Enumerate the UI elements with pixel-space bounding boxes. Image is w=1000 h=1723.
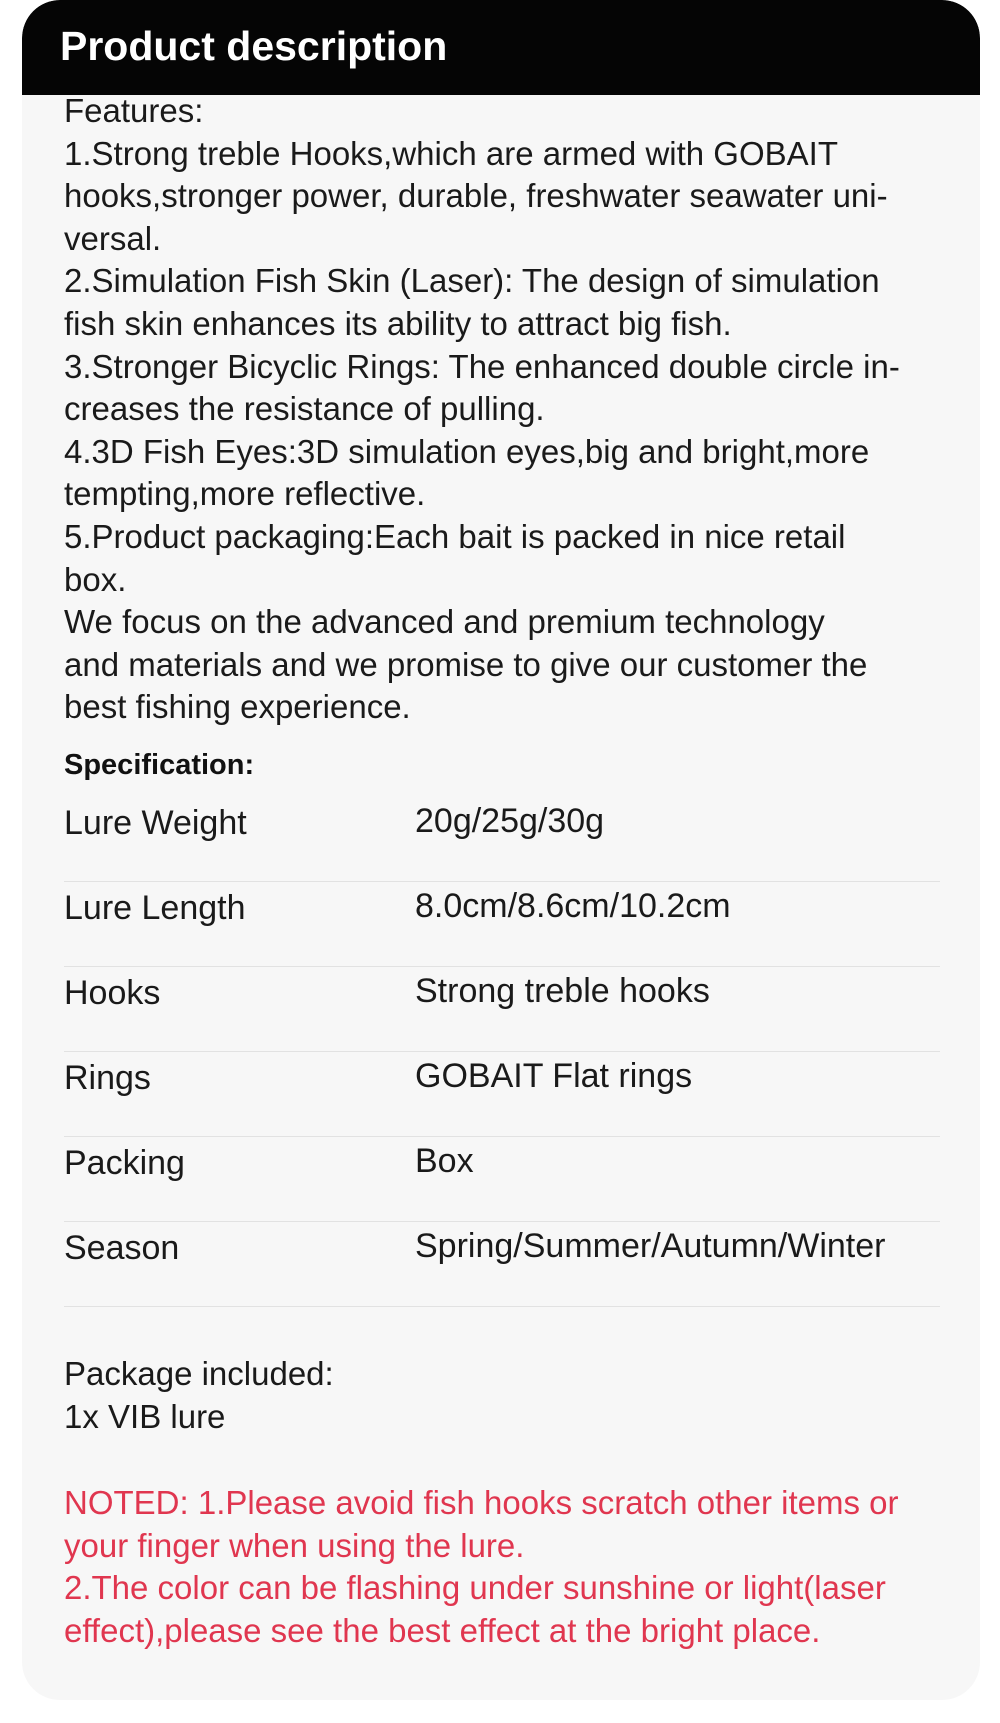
features-section xyxy=(64,90,954,729)
spec-value: 20g/25g/30g xyxy=(415,801,605,840)
noted-warning-section xyxy=(64,1482,954,1652)
spec-value: Box xyxy=(415,1141,474,1180)
features-line: We focus on the advanced and premium technology xyxy=(64,603,825,641)
spec-row-rings xyxy=(64,1052,940,1137)
features-line: versal. xyxy=(64,219,162,257)
package-included-section xyxy=(64,1353,954,1438)
spec-row-lure-length xyxy=(64,882,940,967)
spec-label: Packing xyxy=(64,1143,185,1182)
noted-line: your finger when using the lure. xyxy=(64,1526,525,1564)
features-line: tempting,more reflective. xyxy=(64,475,426,513)
features-line: 5.Product packaging:Each bait is packed in nice retail xyxy=(64,517,846,555)
features-line: 2.Simulation Fish Skin (Laser): The design of simulation xyxy=(64,262,880,300)
features-line: and materials and we promise to give our customer the xyxy=(64,645,868,683)
page-title: Product description xyxy=(60,23,448,69)
features-line: 1.Strong treble Hooks,which are armed with GOBAIT xyxy=(64,134,838,172)
features-line: 3.Stronger Bicyclic Rings: The enhanced double circle in- xyxy=(64,347,900,385)
features-line: 4.3D Fish Eyes:3D simulation eyes,big and bright,more xyxy=(64,432,870,470)
spec-value: GOBAIT Flat rings xyxy=(415,1056,693,1095)
package-line: 1x VIB lure xyxy=(64,1397,226,1435)
spec-row-season xyxy=(64,1222,940,1307)
noted-line: NOTED: 1.Please avoid fish hooks scratch other items or xyxy=(64,1484,899,1522)
specification-heading: Specification: xyxy=(64,748,255,781)
spec-value: Spring/Summer/Autumn/Winter xyxy=(415,1226,886,1265)
noted-line: effect),please see the best effect at the bright place. xyxy=(64,1611,821,1649)
card-content xyxy=(64,90,954,1652)
spec-value: Strong treble hooks xyxy=(415,971,710,1010)
noted-line: 2.The color can be flashing under sunshine or light(laser xyxy=(64,1569,886,1607)
features-line: fish skin enhances its ability to attract big fish. xyxy=(64,304,732,342)
spec-label: Lure Weight xyxy=(64,803,247,842)
card-header xyxy=(22,0,980,95)
product-description-card xyxy=(22,0,980,1700)
spec-label: Hooks xyxy=(64,973,161,1012)
spec-row-lure-weight xyxy=(64,797,940,882)
features-line: Features: xyxy=(64,92,204,129)
features-line: best fishing experience. xyxy=(64,688,411,726)
features-line: hooks,stronger power, durable, freshwater seawater uni- xyxy=(64,177,888,215)
package-line: Package included: xyxy=(64,1354,334,1392)
features-line: creases the resistance of pulling. xyxy=(64,390,545,428)
spec-row-packing xyxy=(64,1137,940,1222)
spec-value: 8.0cm/8.6cm/10.2cm xyxy=(415,886,731,925)
spec-label: Lure Length xyxy=(64,888,246,927)
specification-table xyxy=(64,797,940,1307)
spec-label: Season xyxy=(64,1228,180,1267)
features-line: box. xyxy=(64,560,127,598)
spec-label: Rings xyxy=(64,1058,151,1097)
spec-row-hooks xyxy=(64,967,940,1052)
